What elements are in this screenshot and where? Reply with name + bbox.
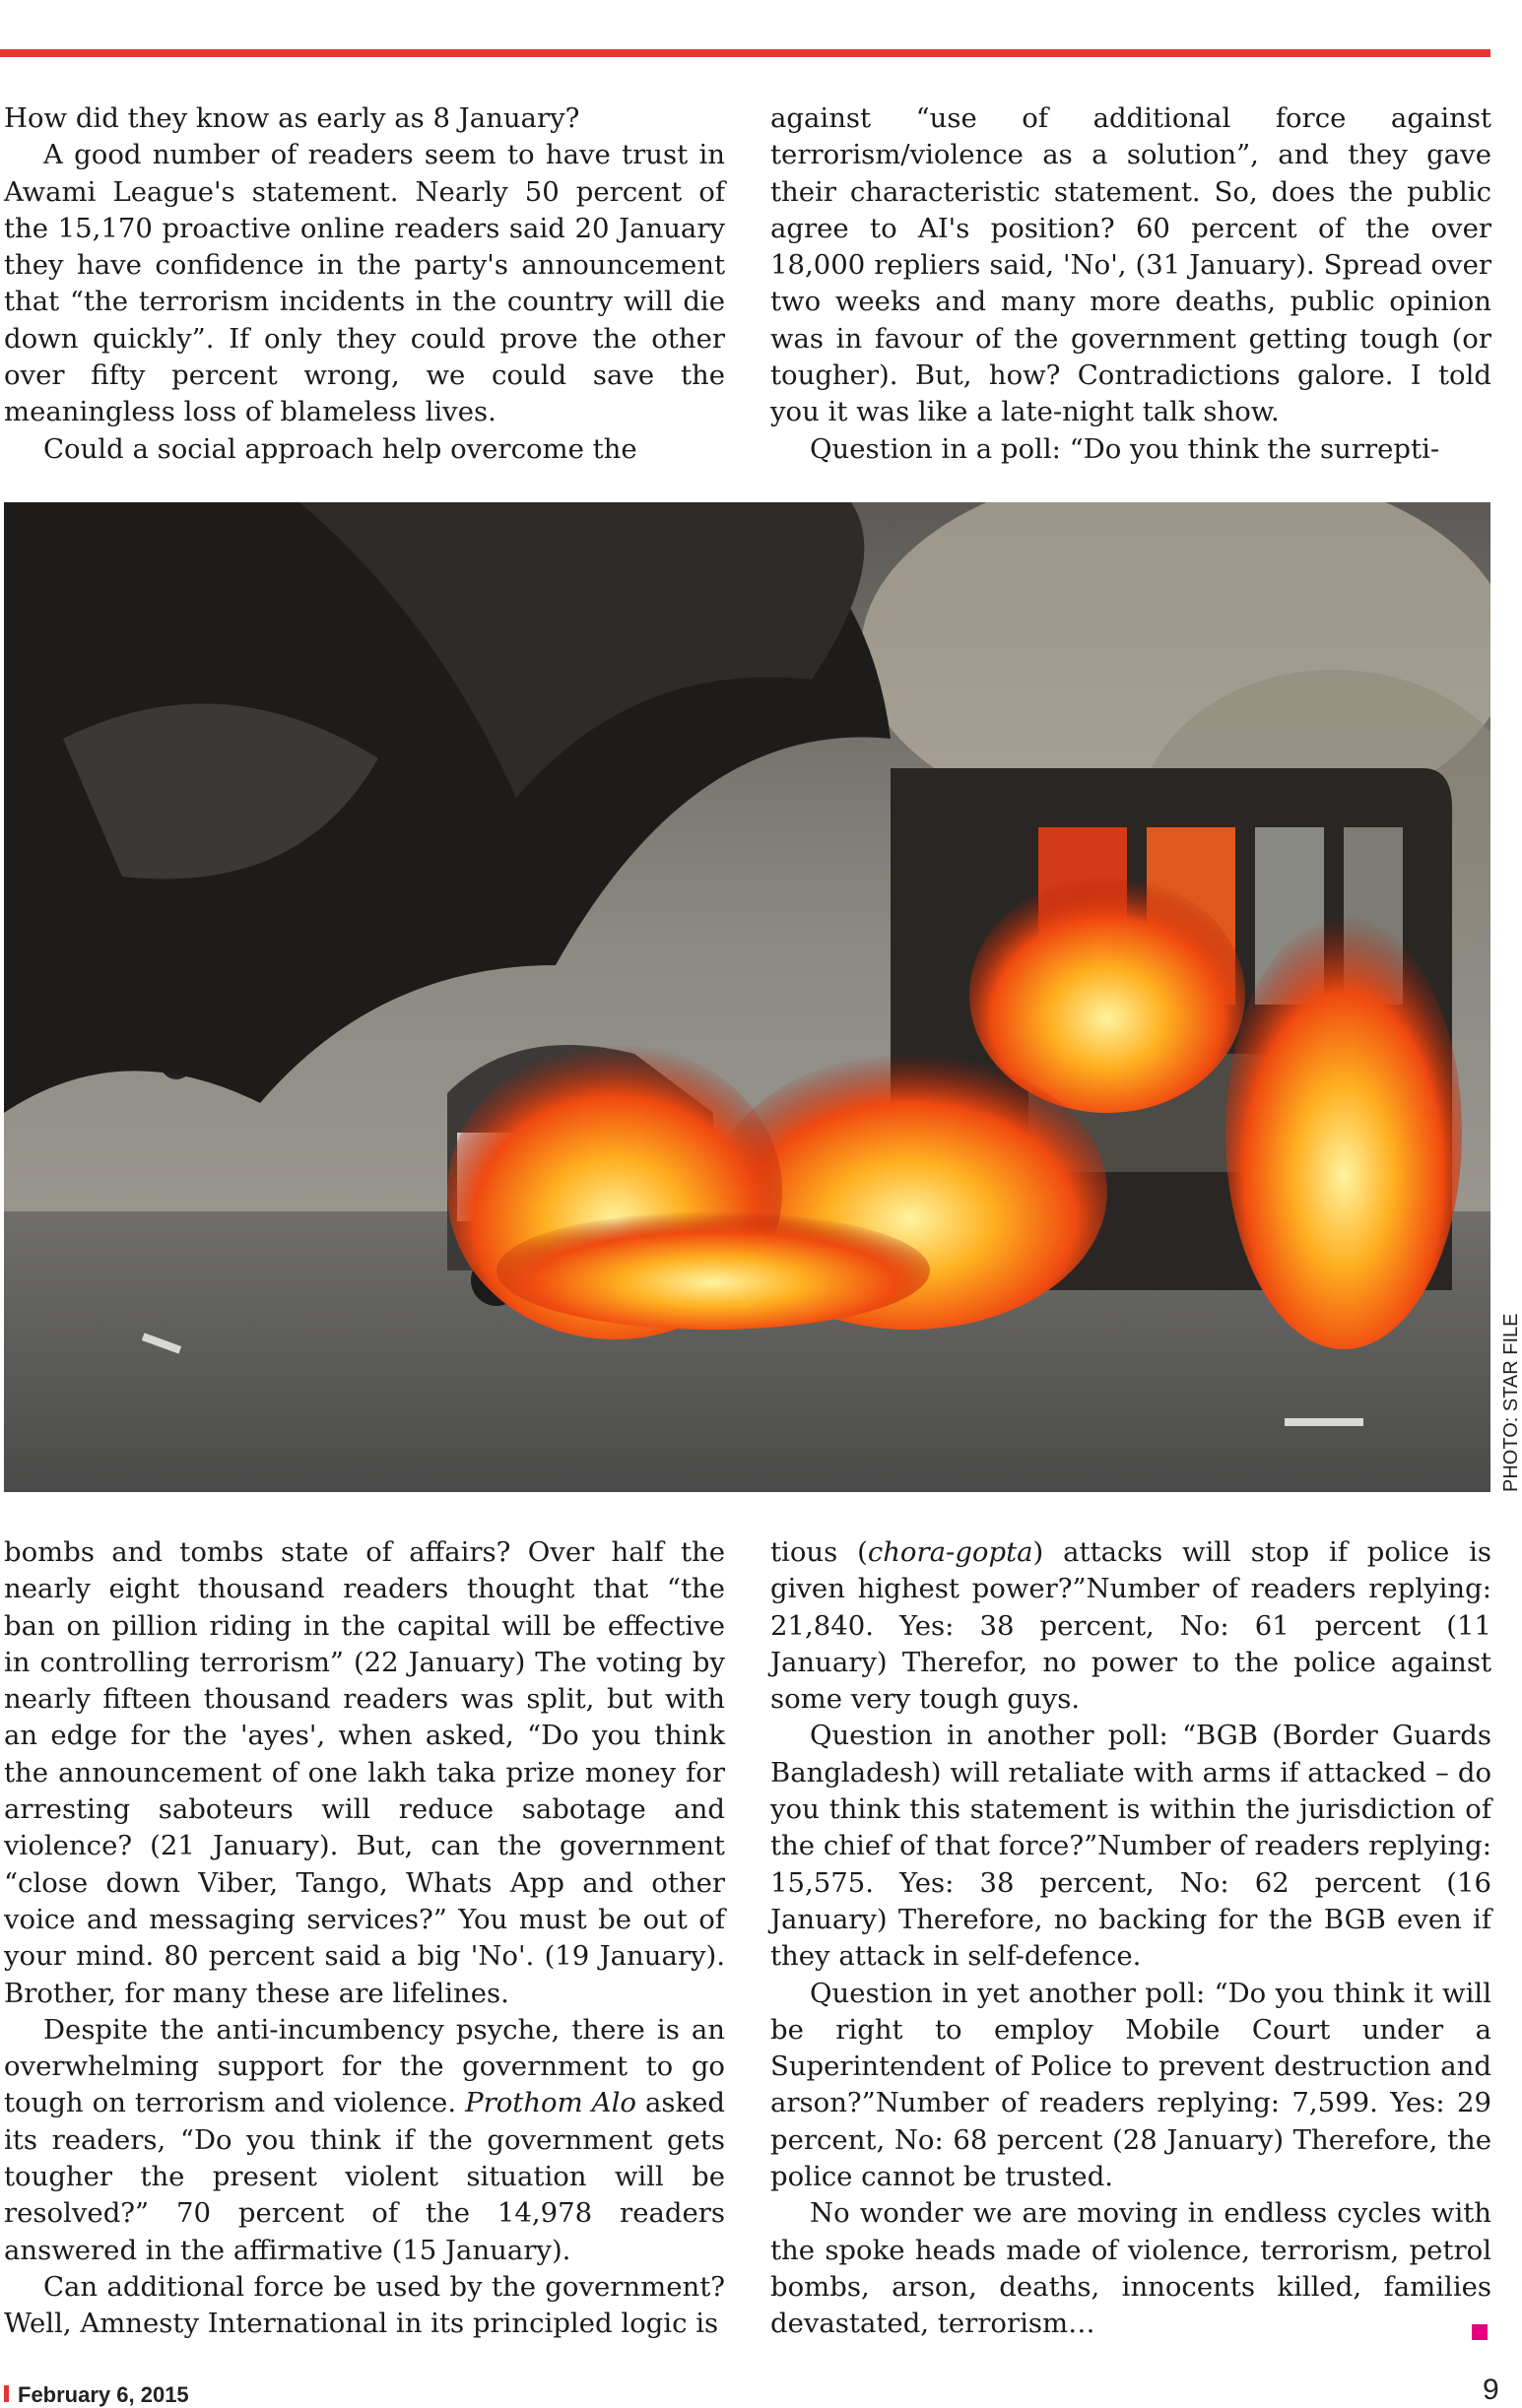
paragraph: How did they know as early as 8 January? [4,102,580,134]
photo-credit [1494,1313,1522,1689]
paragraph [4,2012,725,2269]
footer-accent-bar [4,2385,9,2402]
italic-term: chora-gopta [867,1536,1033,1568]
article-column-2-top [770,100,1491,468]
paragraph: Can additional force be used by the government? Well, Amnesty International in its principled logic is [4,2270,725,2340]
paragraph: A good number of readers seem to have trust in Awami League's statement. Nearly 50 percent of the 15,170 proactive online readers said 20 January they have confidence in the party's announcement that “the terrorism incidents in the country will die down quickly”. If only they could prove the other over fifty percent wrong, we could save the meaningless loss of blameless lives. [4,139,725,428]
text-run: tious ( [770,1536,868,1568]
paragraph: No wonder we are moving in endless cycles with the spoke heads made of violence, terrorism, petrol bombs, arson, deaths, innocents killed, families devastated, terrorism… [770,2197,1491,2340]
top-red-rule [0,49,1490,57]
burning-bus-photo [4,502,1490,1492]
paragraph: Question in another poll: “BGB (Border Guards Bangladesh) will retaliate with arms if attacked – do you think this statement is within the jurisdiction of the chief of that force?”Number of readers replying: 15,575. Yes: 38 percent, No: 62 percent (16 January) Therefore, no backing for the BGB even if they attack in self-defence. [770,1720,1491,1973]
paragraph [770,1534,1491,1718]
article-column-1-top [4,100,725,468]
end-of-article-mark [1472,2324,1488,2340]
article-column-1-bottom [4,1534,725,2343]
photo-credit-text: PHOTO: STAR FILE [1500,1313,1522,1492]
paragraph: against “use of additional force against terrorism/violence as a solution”, and they gave their characteristic statement. So, does the public agree to AI's position? 60 percent of the over 18,000 repliers said, 'No', (31 January). Spread over two weeks and many more deaths, public opinion was in favour of the government getting tough (or tougher). But, how? Contradictions galore. I told you it was like a late-night talk show. [770,102,1491,428]
page-number: 9 [1483,2374,1499,2406]
paragraph: Question in yet another poll: “Do you think it will be right to employ Mobile Court under a Superintendent of Police to prevent destruction and arson?”Number of readers replying: 7,599. Yes: 29 percent, No: 68 percent (28 January) Therefore, the police cannot be trusted. [770,1977,1491,2193]
article-column-2-bottom [770,1534,1491,2343]
paragraph: Question in a poll: “Do you think the surrepti- [810,432,1440,465]
publication-name: Prothom Alo [465,2087,636,2119]
paragraph: Could a social approach help overcome the [43,432,637,465]
issue-date: February 6, 2015 [18,2382,189,2407]
burning-bus-illustration [4,502,1490,1492]
text-run: ) attacks will stop if police is given highest power?”Number of readers replying: 21,840. Yes: 38 percent, No: 61 percent (11 January) Therefor, no power to the police against some very tough guys. [770,1536,1491,1716]
paragraph: bombs and tombs state of affairs? Over half the nearly eight thousand readers thought that “the ban on pillion riding in the capital will be effective in controlling terrorism” (22 January) The voting by nearly fifteen thousand readers was split, but with an edge for the 'ayes', when asked, “Do you think the announcement of one lakh taka prize money for arresting saboteurs will reduce sabotage and violence? (21 January). But, can the government “close down Viber, Tango, Whats App and other voice and messaging services?” You must be out of your mind. 80 percent said a big 'No'. (19 January). Brother, for many these are lifelines. [4,1536,725,2009]
text-run: asked its readers, “Do you think if the government gets tougher the present violent situation will be resolved?” 70 percent of the 14,978 readers answered in the affirmative (15 January). [4,2087,725,2266]
text-run: Despite the anti-incumbency psyche, there is an overwhelming support for the government to go tough on terrorism and violence. [4,2013,725,2119]
